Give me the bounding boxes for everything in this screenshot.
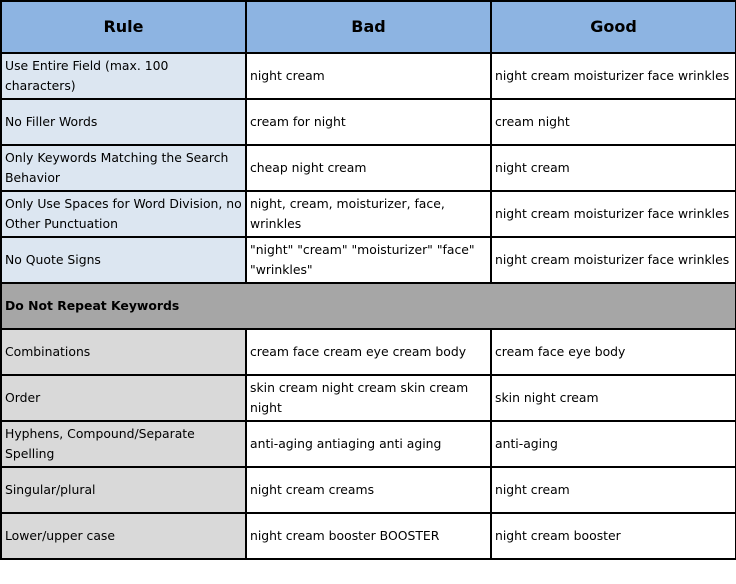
rule-cell: Lower/upper case: [1, 513, 246, 559]
table-row: [1, 513, 736, 559]
rule-cell: No Quote Signs: [1, 237, 246, 283]
good-cell: skin night cream: [491, 375, 736, 421]
good-cell: night cream moisturizer face wrinkles: [491, 191, 736, 237]
good-cell: cream night: [491, 99, 736, 145]
good-cell: night cream: [491, 467, 736, 513]
rule-cell: Combinations: [1, 329, 246, 375]
good-cell: cream face eye body: [491, 329, 736, 375]
table-row: [1, 145, 736, 191]
good-cell: night cream booster: [491, 513, 736, 559]
section-title: Do Not Repeat Keywords: [1, 283, 736, 329]
table-row: [1, 237, 736, 283]
rule-cell: No Filler Words: [1, 99, 246, 145]
rule-cell: Order: [1, 375, 246, 421]
bad-cell: night cream booster BOOSTER: [246, 513, 491, 559]
bad-cell: cream for night: [246, 99, 491, 145]
table-row: [1, 329, 736, 375]
header-rule: Rule: [1, 1, 246, 53]
header-row: [1, 1, 736, 53]
rule-cell: Only Keywords Matching the Search Behavior: [1, 145, 246, 191]
section-row: [1, 283, 736, 329]
table-row: [1, 53, 736, 99]
good-cell: anti-aging: [491, 421, 736, 467]
good-cell: night cream moisturizer face wrinkles: [491, 53, 736, 99]
table-row: [1, 191, 736, 237]
table-row: [1, 421, 736, 467]
rule-cell: Hyphens, Compound/Separate Spelling: [1, 421, 246, 467]
good-cell: night cream: [491, 145, 736, 191]
bad-cell: "night" "cream" "moisturizer" "face" "wrinkles": [246, 237, 491, 283]
bad-cell: cheap night cream: [246, 145, 491, 191]
header-good: Good: [491, 1, 736, 53]
bad-cell: skin cream night cream skin cream night: [246, 375, 491, 421]
table-row: [1, 467, 736, 513]
rule-cell: Singular/plural: [1, 467, 246, 513]
table-row: [1, 99, 736, 145]
rule-cell: Use Entire Field (max. 100 characters): [1, 53, 246, 99]
bad-cell: night cream creams: [246, 467, 491, 513]
table-row: [1, 375, 736, 421]
header-bad: Bad: [246, 1, 491, 53]
rule-cell: Only Use Spaces for Word Division, no Other Punctuation: [1, 191, 246, 237]
bad-cell: anti-aging antiaging anti aging: [246, 421, 491, 467]
bad-cell: cream face cream eye cream body: [246, 329, 491, 375]
bad-cell: night, cream, moisturizer, face, wrinkles: [246, 191, 491, 237]
good-cell: night cream moisturizer face wrinkles: [491, 237, 736, 283]
bad-cell: night cream: [246, 53, 491, 99]
